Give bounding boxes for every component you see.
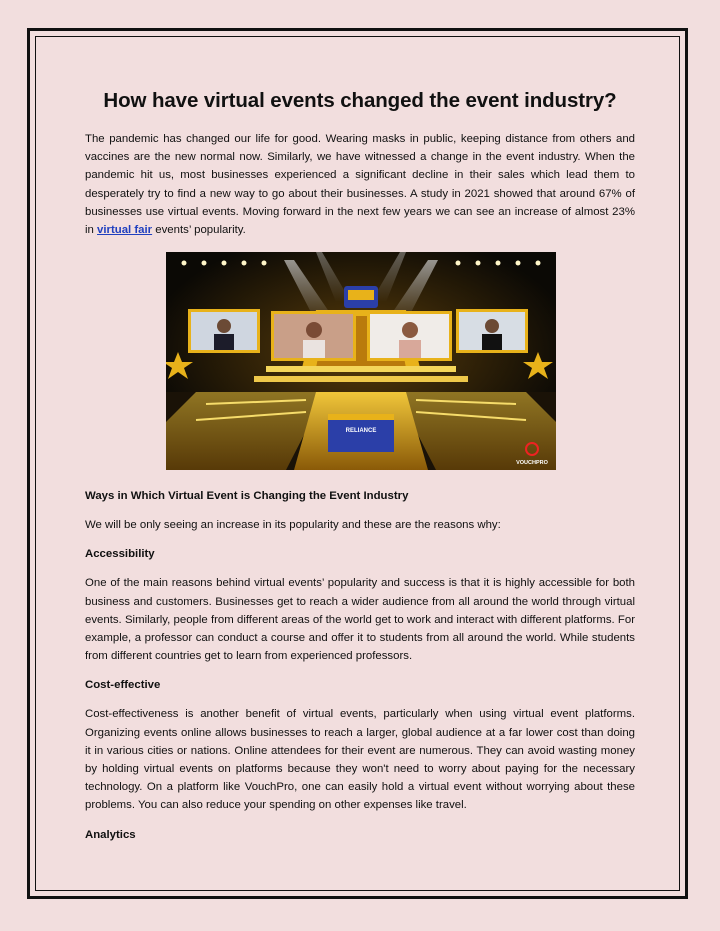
podium-label: RELIANCE bbox=[345, 428, 377, 435]
accessibility-paragraph: One of the main reasons behind virtual events’ popularity and success is that it is highly accessible for both business and customers. Businesses get to reach a wider audience from all around the world through virtual events. Similarly, people from different areas of the world get to work and interact with different platforms. For example, a professor can conduct a course and offer it to students from all around the world. While students from different countries get to learn from experienced professors. bbox=[85, 577, 635, 663]
article bbox=[85, 86, 635, 844]
virtual-fair-link[interactable]: virtual fair bbox=[97, 224, 153, 237]
analytics-heading: Analytics bbox=[85, 828, 136, 841]
virtual-event-stage-image bbox=[166, 252, 556, 470]
intro-text-after-link: events’ popularity. bbox=[152, 224, 246, 237]
intro-paragraph bbox=[85, 130, 635, 239]
section-heading: Ways in Which Virtual Event is Changing the Event Industry bbox=[85, 490, 409, 503]
brand-label: VOUCHPRO bbox=[516, 460, 548, 467]
cost-effective-heading: Cost-effective bbox=[85, 679, 161, 692]
section-intro: We will be only seeing an increase in its popularity and these are the reasons why: bbox=[85, 519, 501, 532]
cost-effective-paragraph: Cost-effectiveness is another benefit of virtual events, particularly when using virtual event platforms. Organizing events online allows businesses to reach a larger, global audience at a far lower cost than doing it in various cities or nations. Online attendees for their event are numerous. They can avoid wasting money by holding virtual events on platforms because they won't need to worry about paying for the necessary technology. On a platform like VouchPro, one can easily hold a virtual event without worrying about these problems. You can also reduce your spending on other expenses like travel. bbox=[85, 708, 635, 812]
stage-illustration bbox=[166, 252, 556, 470]
article-title: How have virtual events changed the event industry? bbox=[103, 89, 617, 112]
intro-text-before-link: The pandemic has changed our life for good. Wearing masks in public, keeping distance from others and vaccines are the new normal now. Similarly, we have witnessed a change in the event industry. When the pandemic hit us, most businesses experienced a significant decline in their sales which lead them to desperately try to find a new way to go about their businesses. A study in 2021 showed that around 67% of businesses use virtual events. Moving forward in the next few years we can see an increase of almost 23% in bbox=[85, 133, 635, 237]
accessibility-heading: Accessibility bbox=[85, 548, 155, 561]
